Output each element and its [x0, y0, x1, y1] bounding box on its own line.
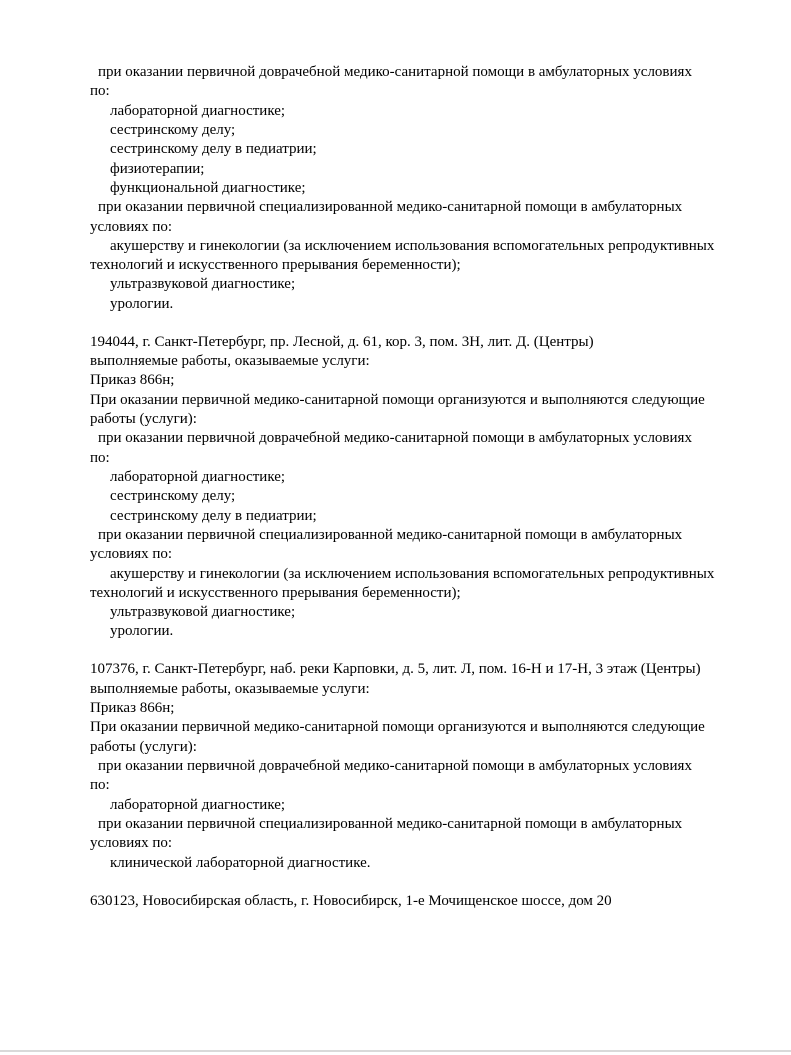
text-line: Приказ 866н; — [90, 700, 175, 717]
text-line: урологии. — [110, 623, 174, 640]
text-line: ультразвуковой диагностике; — [110, 276, 296, 293]
text-line: ультразвуковой диагностике; — [110, 604, 296, 621]
text-line: выполняемые работы, оказываемые услуги: — [90, 680, 370, 697]
license-document — [90, 63, 751, 911]
text-line: работы (услуги): — [90, 738, 197, 755]
text-line: лабораторной диагностике; — [110, 468, 286, 485]
text-line: по: — [90, 449, 110, 466]
text-line: клинической лабораторной диагностике. — [110, 854, 371, 871]
address-section-194044 — [90, 333, 751, 642]
text-line: технологий и искусственного прерывания беременности); — [90, 584, 461, 601]
text-line: технологий и искусственного прерывания беременности); — [90, 257, 461, 274]
text-line: акушерству и гинекологии (за исключением использования вспомогательных репродуктивных — [110, 237, 715, 254]
address-section-630123 — [90, 892, 751, 911]
text-line: 107376, г. Санкт-Петербург, наб. реки Карповки, д. 5, лит. Л, пом. 16-Н и 17-Н, 3 этаж (Центры) — [90, 661, 701, 678]
text-line: 194044, г. Санкт-Петербург, пр. Лесной, д. 61, кор. 3, пом. 3Н, лит. Д. (Центры) — [90, 333, 594, 350]
text-line: физиотерапии; — [110, 160, 205, 177]
text-line: При оказании первичной медико-санитарной помощи организуются и выполняются следующие — [90, 719, 705, 736]
text-line: условиях по: — [90, 546, 173, 563]
text-line: Приказ 866н; — [90, 372, 175, 389]
text-line: при оказании первичной доврачебной медико-санитарной помощи в амбулаторных условиях — [98, 758, 692, 774]
text-line: сестринскому делу в педиатрии; — [110, 507, 317, 524]
text-line: условиях по: — [90, 218, 173, 235]
text-line: При оказании первичной медико-санитарной помощи организуются и выполняются следующие — [90, 391, 705, 408]
text-line: работы (услуги): — [90, 411, 197, 427]
text-line: сестринскому делу; — [110, 121, 236, 138]
text-line: сестринскому делу в педиатрии; — [110, 141, 317, 158]
text-line: урологии. — [110, 295, 174, 312]
text-line: функциональной диагностике; — [110, 179, 306, 196]
text-line: по: — [90, 777, 110, 794]
services-list-continued — [90, 63, 751, 314]
text-line: лабораторной диагностике; — [110, 102, 286, 119]
text-line: при оказании первичной специализированной медико-санитарной помощи в амбулаторных — [98, 526, 683, 543]
text-line: при оказании первичной доврачебной медико-санитарной помощи в амбулаторных условиях — [98, 430, 692, 447]
bottom-divider — [0, 1050, 791, 1052]
address-section-107376 — [90, 660, 751, 872]
text-line: сестринскому делу; — [110, 488, 236, 505]
text-line: лабораторной диагностике; — [110, 796, 286, 813]
text-line: условиях по: — [90, 835, 173, 852]
text-line: 630123, Новосибирская область, г. Новосибирск, 1-е Мочищенское шоссе, дом 20 — [90, 892, 612, 909]
text-line: выполняемые работы, оказываемые услуги: — [90, 353, 370, 370]
text-line: при оказании первичной специализированной медико-санитарной помощи в амбулаторных — [98, 199, 683, 216]
text-line: по: — [90, 83, 110, 100]
text-line: акушерству и гинекологии (за исключением использования вспомогательных репродуктивных — [110, 565, 715, 582]
text-line: при оказании первичной доврачебной медико-санитарной помощи в амбулаторных условиях — [98, 64, 692, 80]
text-line: при оказании первичной специализированной медико-санитарной помощи в амбулаторных — [98, 815, 683, 832]
